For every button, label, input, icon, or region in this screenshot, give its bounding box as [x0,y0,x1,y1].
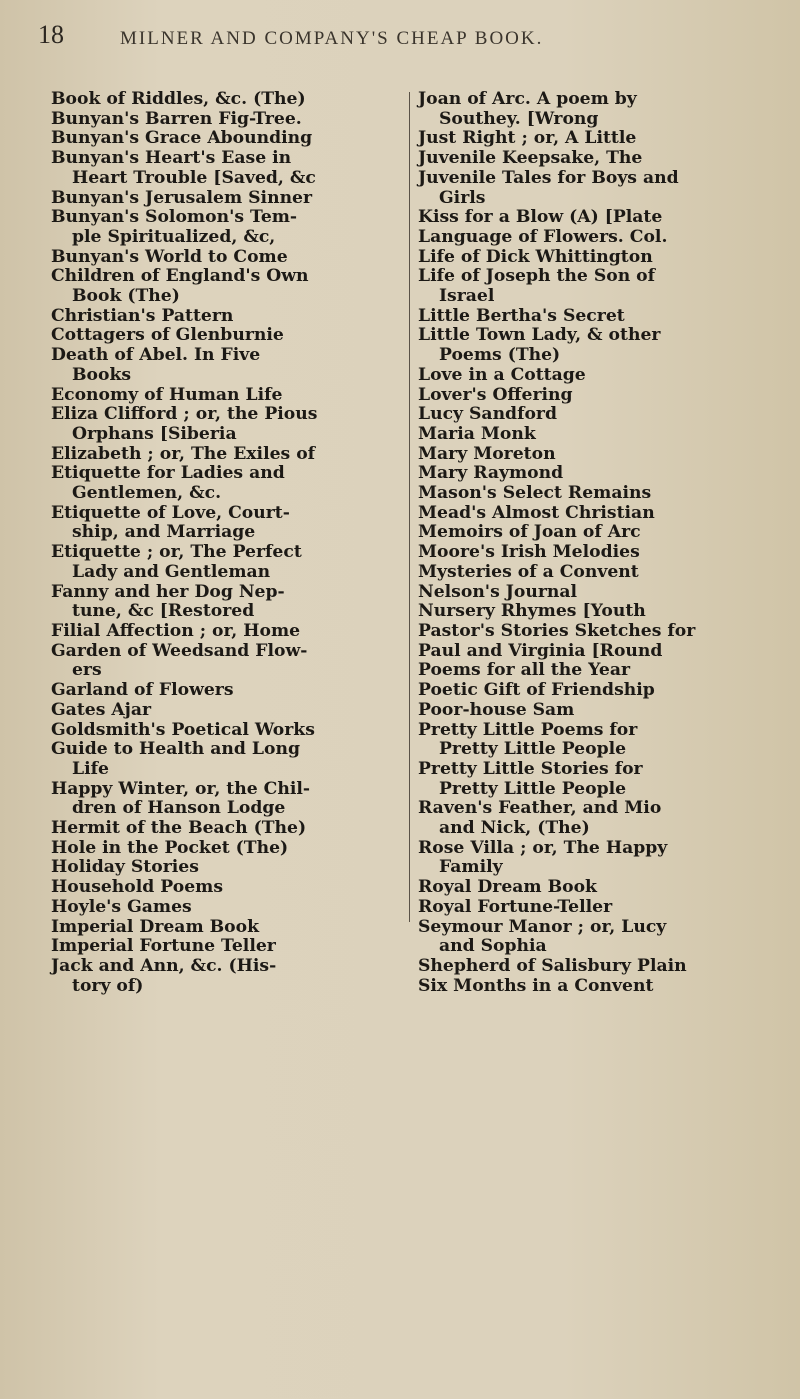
catalog-entry [418,405,788,425]
entry-title-line: Fanny and her Dog Nep- [51,581,285,602]
entry-continuation-line: Books [72,364,132,385]
entry-continuation-line: ple Spiritualized, &c, [72,226,276,247]
catalog-entry [51,937,401,957]
entry-title-line: Bunyan's Heart's Ease in [51,148,292,169]
catalog-entry [418,248,788,268]
catalog-entry [51,149,401,188]
entry-title-line: Cottagers of Glenburnie [51,325,284,346]
entry-title-line: Little Bertha's Secret [418,305,625,326]
entry-title-line: Mary Raymond [418,463,564,484]
entry-title-line: Children of England's Own [51,266,309,287]
entry-continuation-line: Girls [439,187,486,208]
catalog-entry [418,484,788,504]
entry-title-line: Eliza Clifford ; or, the Pious [51,404,318,425]
entry-continuation-line: tory of) [72,975,144,996]
entry-title-line: Economy of Human Life [51,384,283,405]
catalog-entry [418,386,788,406]
entry-title-line: Etiquette for Ladies and [51,463,285,484]
catalog-entry [418,918,788,957]
catalog-entry [418,839,788,878]
catalog-entry [418,523,788,543]
catalog-entry [418,307,788,327]
entry-continuation-line: Israel [439,286,495,307]
catalog-entry [418,583,788,603]
entry-title-line: Jack and Ann, &c. (His- [51,955,277,976]
catalog-entry [51,819,401,839]
catalog-entry [418,464,788,484]
entry-continuation-line: Family [439,857,503,878]
entry-title-line: Mason's Select Remains [418,483,652,504]
entry-continuation-line: Heart Trouble [Saved, &c [72,167,316,188]
catalog-entry [418,445,788,465]
entry-title-line: Gates Ajar [51,699,152,720]
entry-continuation-line: ship, and Marriage [72,522,256,543]
catalog-entry [418,208,788,228]
catalog-entry [418,760,788,799]
catalog-entry [418,267,788,306]
entry-title-line: Royal Dream Book [418,877,597,898]
entry-title-line: Pretty Little Stories for [418,758,643,779]
catalog-entry [51,307,401,327]
entry-title-line: Happy Winter, or, the Chil- [51,778,311,799]
entry-title-line: Etiquette ; or, The Perfect [51,542,302,563]
entry-title-line: Bunyan's Jerusalem Sinner [51,187,313,208]
entry-title-line: Mead's Almost Christian [418,502,655,523]
entry-continuation-line: tune, &c [Restored [72,601,255,622]
entry-title-line: Filial Affection ; or, Home [51,620,301,641]
entry-continuation-line: Pretty Little People [439,739,627,760]
entry-title-line: Rose Villa ; or, The Happy [418,837,668,858]
entry-title-line: Little Town Lady, & other [418,325,661,346]
catalog-entry [51,110,401,130]
entry-title-line: Paul and Virginia [Round [418,640,663,661]
entry-title-line: Christian's Pattern [51,305,234,326]
entry-title-line: Guide to Health and Long [51,739,300,760]
catalog-entry [51,405,401,444]
entry-title-line: Poems for all the Year [418,660,631,681]
entry-title-line: Life of Dick Whittington [418,246,653,267]
catalog-entry [418,661,788,681]
catalog-entry [51,543,401,582]
catalog-entry [418,129,788,149]
entry-title-line: Imperial Dream Book [51,916,259,937]
entry-continuation-line: Book (The) [72,286,180,307]
entry-continuation-line: Southey. [Wrong [439,108,599,129]
catalog-entry [51,386,401,406]
catalog-entry [51,898,401,918]
entry-continuation-line: and Sophia [439,936,547,957]
catalog-entry [418,878,788,898]
entry-title-line: Book of Riddles, &c. (The) [51,89,306,109]
catalog-entry [418,681,788,701]
entry-continuation-line: Lady and Gentleman [72,561,271,582]
catalog-entry [51,701,401,721]
entry-title-line: Language of Flowers. Col. [418,226,668,247]
entry-continuation-line: Gentlemen, &c. [72,483,222,504]
catalog-entry [418,169,788,208]
entry-title-line: Just Right ; or, A Little [418,128,637,149]
entry-title-line: Hoyle's Games [51,896,192,917]
catalog-entry [418,799,788,838]
entry-continuation-line: Orphans [Siberia [72,423,237,444]
catalog-entry [418,563,788,583]
catalog-entry [418,898,788,918]
column-divider [409,92,410,922]
entry-title-line: Garden of Weedsand Flow- [51,640,308,661]
catalog-entry [51,858,401,878]
left-column [51,90,401,996]
entry-title-line: Pastor's Stories Sketches for [418,620,696,641]
entry-title-line: Bunyan's World to Come [51,246,288,267]
catalog-entry [51,622,401,642]
catalog-entry [418,642,788,662]
running-title: MILNER AND COMPANY'S CHEAP BOOK. [120,28,544,49]
entry-title-line: Juvenile Tales for Boys and [418,167,679,188]
entry-title-line: Love in a Cottage [418,364,586,385]
page-header [38,20,778,60]
catalog-entry [51,740,401,779]
catalog-entry [51,346,401,385]
catalog-entry [51,445,401,465]
entry-title-line: Lover's Offering [418,384,573,405]
entry-title-line: Poor-house Sam [418,699,575,720]
catalog-entry [51,129,401,149]
catalog-entry [51,878,401,898]
entry-title-line: Maria Monk [418,423,536,444]
catalog-entry [51,780,401,819]
catalog-entry [418,228,788,248]
entry-title-line: Lucy Sandford [418,404,558,425]
entry-title-line: Household Poems [51,877,224,898]
entry-title-line: Memoirs of Joan of Arc [418,522,641,543]
entry-continuation-line: Pretty Little People [439,778,627,799]
entry-title-line: Elizabeth ; or, The Exiles of [51,443,316,464]
catalog-entry [51,681,401,701]
entry-title-line: Bunyan's Barren Fig-Tree. [51,108,302,129]
catalog-entry [51,248,401,268]
entry-title-line: Hermit of the Beach (The) [51,818,307,839]
catalog-entry [51,208,401,247]
catalog-entry [51,957,401,996]
entry-title-line: Six Months in a Convent [418,975,654,996]
entry-continuation-line: dren of Hanson Lodge [72,798,286,819]
entry-title-line: Joan of Arc. A poem by [418,89,637,109]
entry-title-line: Raven's Feather, and Mio [418,798,662,819]
catalog-entry [51,642,401,681]
entry-title-line: Bunyan's Grace Abounding [51,128,313,149]
entry-title-line: Imperial Fortune Teller [51,936,276,957]
catalog-entry [418,90,788,129]
catalog-entry [418,977,788,997]
entry-title-line: Death of Abel. In Five [51,345,261,366]
catalog-entry [51,464,401,503]
catalog-entry [418,543,788,563]
catalog-entry [418,721,788,760]
page-number: 18 [38,20,64,49]
catalog-entry [418,326,788,365]
catalog-entry [418,504,788,524]
catalog-entry [418,602,788,622]
entry-title-line: Nelson's Journal [418,581,578,602]
catalog-entry [418,149,788,169]
entry-title-line: Holiday Stories [51,857,199,878]
catalog-entry [51,267,401,306]
entry-title-line: Juvenile Keepsake, The [418,148,643,169]
entry-title-line: Life of Joseph the Son of [418,266,656,287]
catalog-entry [51,583,401,622]
catalog-entry [51,326,401,346]
entry-title-line: Goldsmith's Poetical Works [51,719,315,740]
catalog-entry [418,622,788,642]
entry-continuation-line: Life [72,758,109,779]
entry-title-line: Kiss for a Blow (A) [Plate [418,207,663,228]
entry-title-line: Mysteries of a Convent [418,561,639,582]
catalog-entry [418,425,788,445]
entry-title-line: Poetic Gift of Friendship [418,680,655,701]
catalog-entry [51,839,401,859]
entry-title-line: Garland of Flowers [51,680,234,701]
entry-title-line: Royal Fortune-Teller [418,896,613,917]
entry-title-line: Pretty Little Poems for [418,719,638,740]
entry-title-line: Etiquette of Love, Court- [51,502,290,523]
catalog-entry [51,918,401,938]
entry-continuation-line: Poems (The) [439,345,561,366]
entry-title-line: Nursery Rhymes [Youth [418,601,646,622]
entry-title-line: Moore's Irish Melodies [418,542,640,563]
entry-title-line: Bunyan's Solomon's Tem- [51,207,298,228]
catalog-entry [418,366,788,386]
entry-title-line: Shepherd of Salisbury Plain [418,955,687,976]
entry-title-line: Seymour Manor ; or, Lucy [418,916,667,937]
catalog-entry [51,504,401,543]
entry-continuation-line: and Nick, (The) [439,818,590,839]
catalog-entry [51,721,401,741]
catalog-entry [418,701,788,721]
catalog-entry [51,90,401,110]
catalog-entry [418,957,788,977]
right-column [418,90,788,996]
catalog-entry [51,189,401,209]
entry-title-line: Mary Moreton [418,443,556,464]
entry-continuation-line: ers [72,660,102,681]
entry-title-line: Hole in the Pocket (The) [51,837,289,858]
